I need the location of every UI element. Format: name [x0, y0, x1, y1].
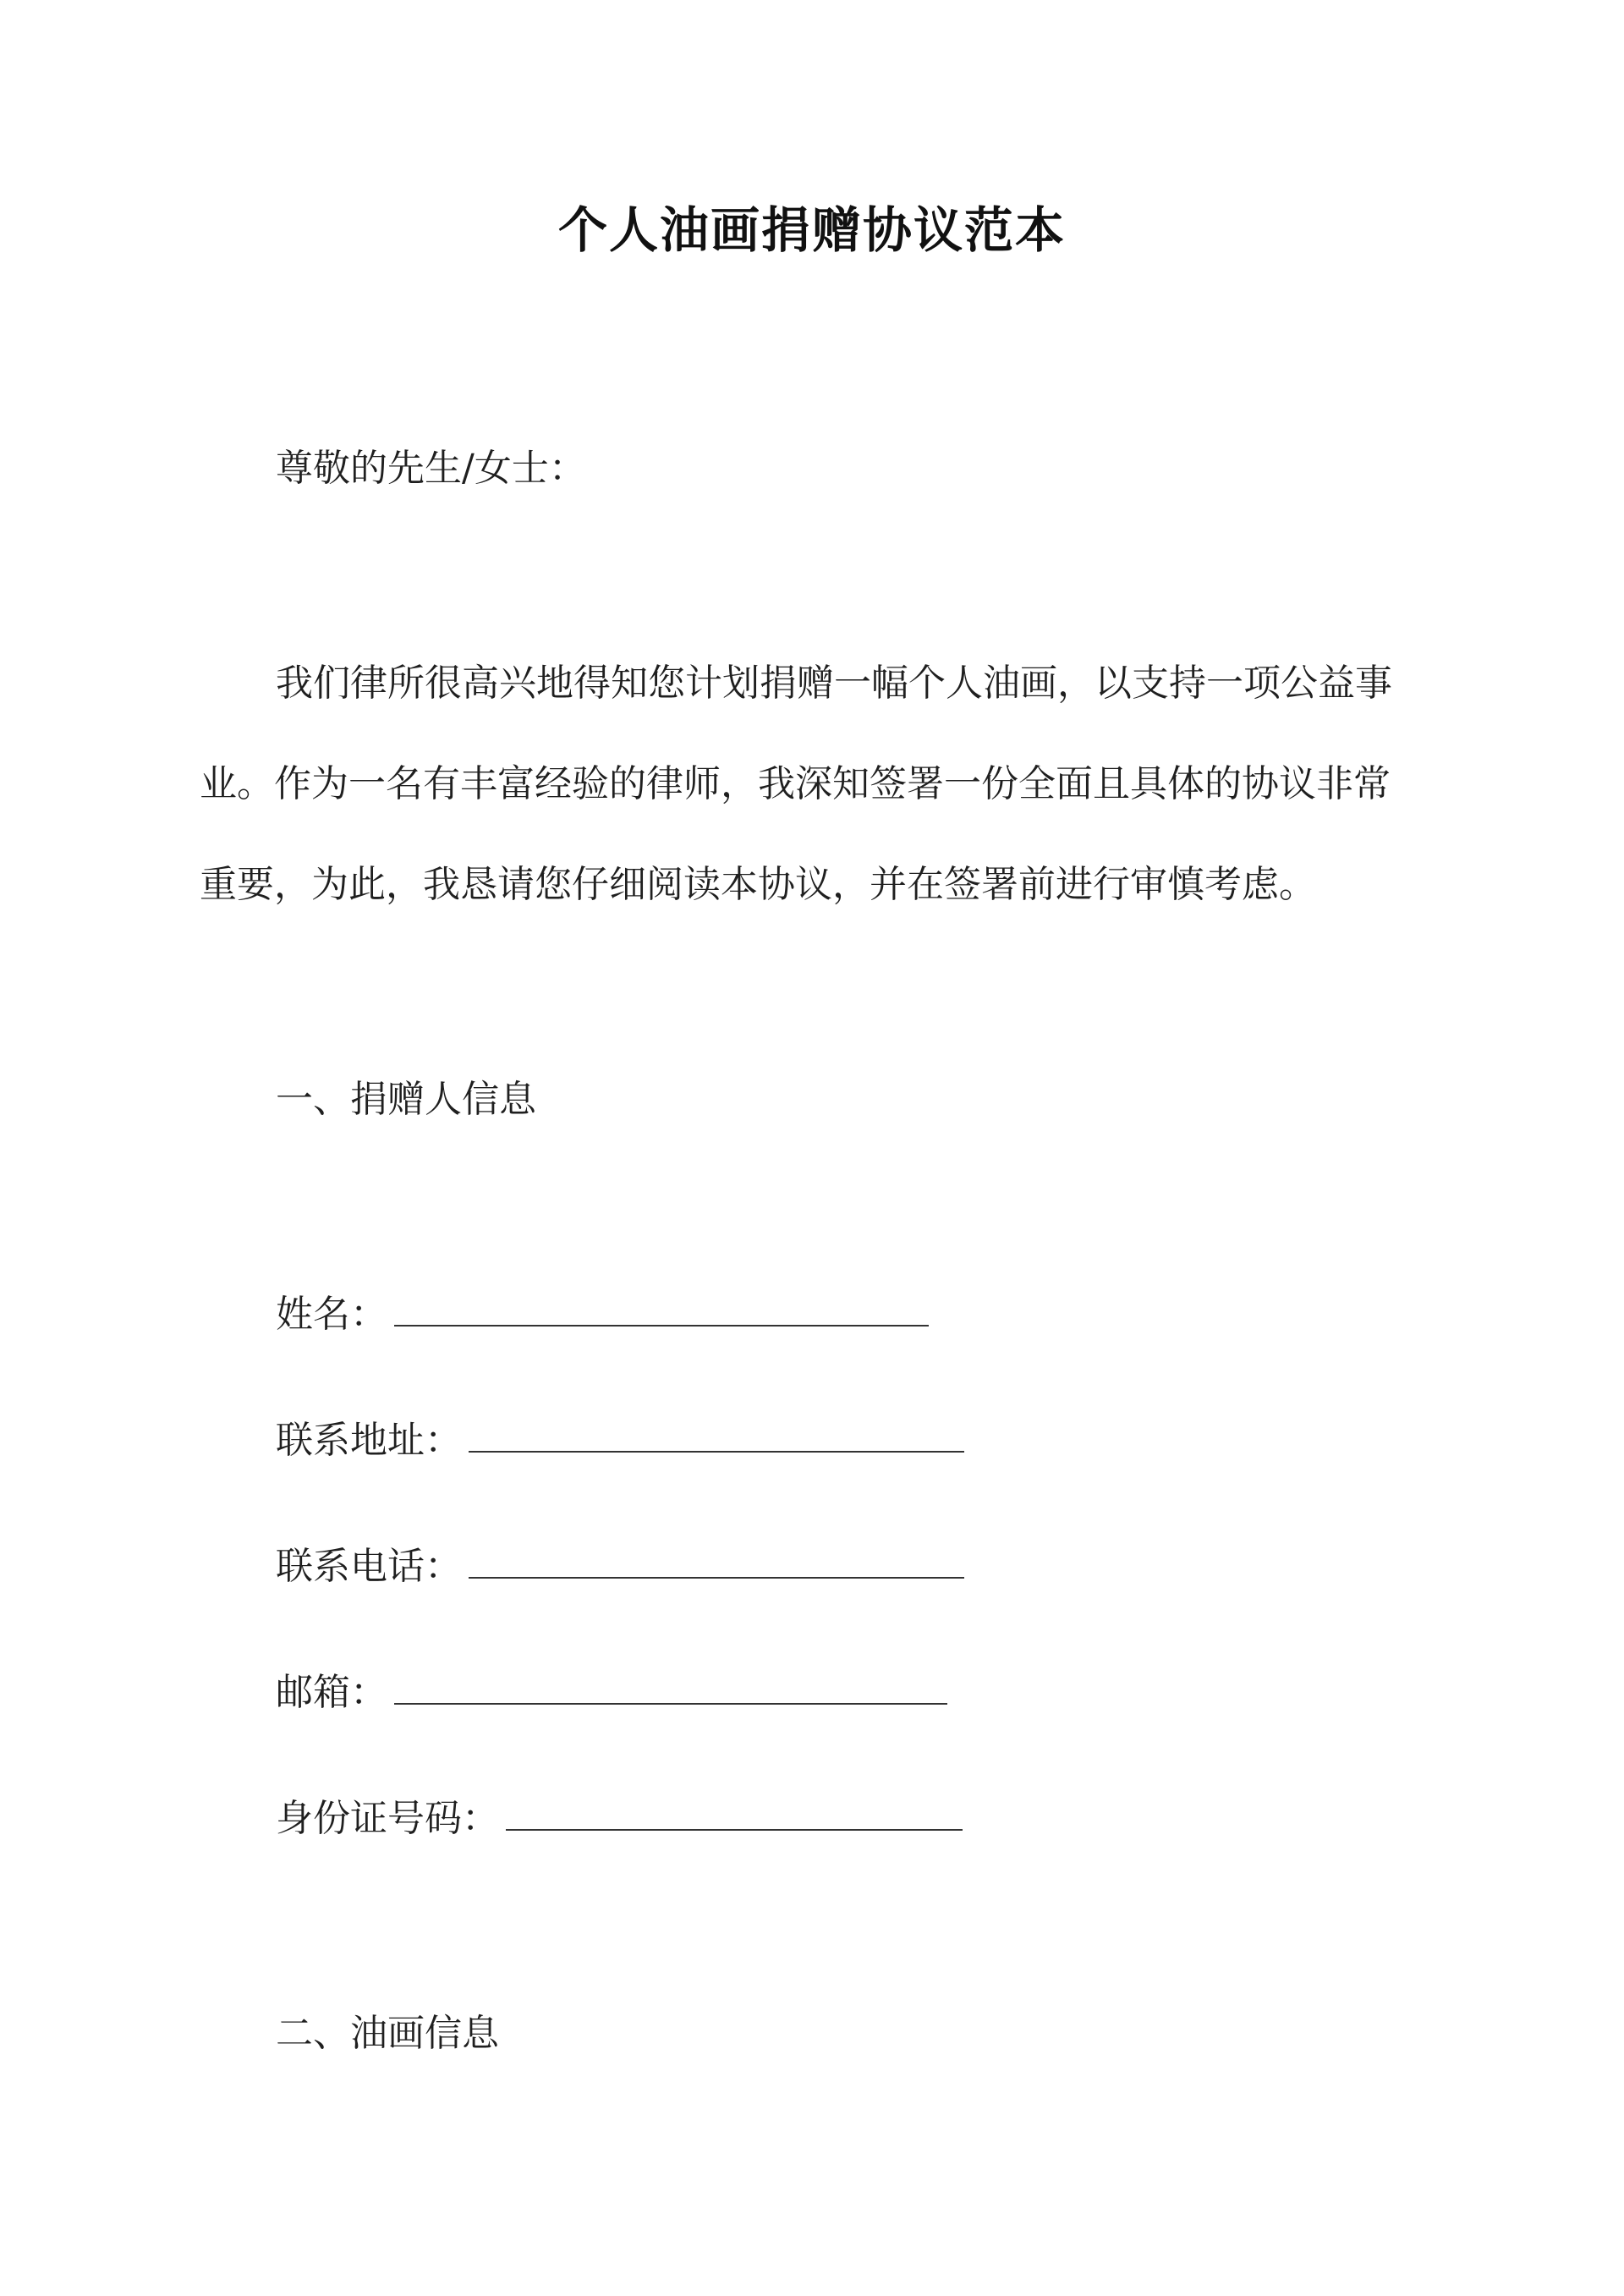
- field-address: [276, 1414, 964, 1468]
- field-phone: [276, 1540, 964, 1594]
- field-address-blank[interactable]: [469, 1414, 964, 1453]
- field-email: [276, 1666, 947, 1720]
- field-phone-blank[interactable]: [469, 1540, 964, 1579]
- field-phone-label: 联系电话：: [276, 1545, 462, 1588]
- field-name-label: 姓名：: [276, 1293, 387, 1336]
- salutation: 尊敬的先生/女士：: [276, 447, 586, 490]
- field-email-label: 邮箱：: [276, 1671, 387, 1714]
- section-heading-donor-info: 一、捐赠人信息: [276, 1078, 536, 1121]
- intro-line-1: 我们律所很高兴地得知您计划捐赠一幅个人油画，以支持一项公益事: [276, 662, 1392, 705]
- field-name: [276, 1288, 929, 1342]
- field-name-blank[interactable]: [394, 1288, 929, 1327]
- section-heading-painting-info: 二、油画信息: [276, 2012, 499, 2055]
- field-id-number-label: 身份证号码：: [276, 1797, 499, 1840]
- field-email-blank[interactable]: [394, 1666, 947, 1705]
- intro-line-2: 业。作为一名有丰富经验的律师，我深知签署一份全面且具体的协议非常: [200, 762, 1391, 805]
- field-address-label: 联系地址：: [276, 1419, 462, 1462]
- field-id-number-blank[interactable]: [506, 1792, 963, 1831]
- field-id-number: [276, 1792, 963, 1846]
- document-title: 个人油画捐赠协议范本: [557, 201, 1066, 259]
- intro-line-3: 重要，为此，我恳请您仔细阅读本协议，并在签署前进行审慎考虑。: [200, 863, 1316, 906]
